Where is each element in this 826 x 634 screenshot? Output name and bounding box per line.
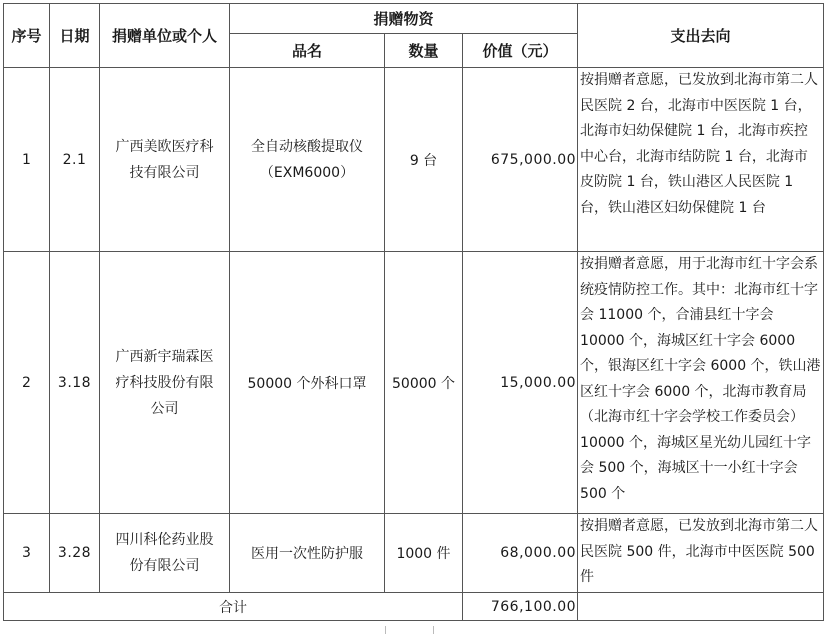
row-item-line2: （EXM6000） bbox=[259, 164, 355, 181]
header-row bbox=[4, 4, 824, 34]
row-donor-cell bbox=[100, 68, 230, 252]
row-donor: 广西美欧医疗科技有限公司 bbox=[115, 138, 214, 181]
table-row bbox=[4, 68, 824, 252]
header-date: 日期 bbox=[50, 4, 100, 68]
row-item-line1: 全自动核酸提取仪 bbox=[251, 138, 363, 155]
row-destination-cell bbox=[578, 514, 824, 593]
total-destination-empty bbox=[578, 593, 824, 621]
row-seq: 2 bbox=[4, 252, 50, 514]
total-label: 合计 bbox=[4, 593, 463, 621]
row-destination-cell bbox=[578, 68, 824, 252]
row-quantity: 9 台 bbox=[385, 68, 463, 252]
row-quantity: 1000 件 bbox=[385, 514, 463, 593]
row-item: 50000 个外科口罩 bbox=[230, 252, 385, 514]
row-date: 3.18 bbox=[50, 252, 100, 514]
row-seq: 3 bbox=[4, 514, 50, 593]
row-value: 675,000.00 bbox=[463, 68, 578, 252]
row-seq: 1 bbox=[4, 68, 50, 252]
row-donor-cell bbox=[100, 252, 230, 514]
row-date: 3.28 bbox=[50, 514, 100, 593]
row-item bbox=[230, 134, 384, 186]
table-row bbox=[4, 514, 824, 593]
header-destination: 支出去向 bbox=[578, 4, 824, 68]
total-row bbox=[4, 593, 824, 621]
row-donor-cell bbox=[100, 514, 230, 593]
total-value: 766,100.00 bbox=[463, 593, 578, 621]
row-item-cell bbox=[230, 68, 385, 252]
page-continuation-stub bbox=[385, 626, 434, 634]
header-seq: 序号 bbox=[4, 4, 50, 68]
row-donor: 广西新宇瑞霖医疗科技股份有限公司 bbox=[115, 348, 214, 417]
row-value: 15,000.00 bbox=[463, 252, 578, 514]
table-row bbox=[4, 252, 824, 514]
header-item-name: 品名 bbox=[230, 34, 385, 68]
header-materials: 捐赠物资 bbox=[230, 4, 578, 34]
row-destination: 按捐赠者意愿，用于北海市红十字会系统疫情防控工作。其中：北海市红十字会 11000 个，合浦县红十字会 10000 个，海城区红十字会 6000 个，银海区红十字会 6000 个，铁山港区红十字会 6000 个，北海市教育局（北海市红十字会学校工作委员会）10000 个，海城区星光幼儿园红十字会 500 个，海城区十一小红十字会 500 个 bbox=[580, 256, 821, 502]
row-destination: 按捐赠者意愿，已发放到北海市第二人民医院 500 件，北海市中医医院 500 件 bbox=[580, 518, 819, 585]
donation-table bbox=[3, 3, 824, 621]
row-destination: 按捐赠者意愿，已发放到北海市第二人民医院 2 台，北海市中医医院 1 台，北海市妇幼保健院 1 台，北海市疾控中心台，北海市结防院 1 台，北海市皮防院 1 台，铁山港区人民医院 1 台，铁山港区妇幼保健院 1 台 bbox=[580, 72, 819, 216]
row-item: 医用一次性防护服 bbox=[230, 514, 385, 593]
row-donor: 四川科伦药业股份有限公司 bbox=[115, 532, 214, 574]
header-donor: 捐赠单位或个人 bbox=[100, 4, 230, 68]
row-value: 68,000.00 bbox=[463, 514, 578, 593]
row-destination-cell bbox=[578, 252, 824, 514]
row-date: 2.1 bbox=[50, 68, 100, 252]
header-value: 价值（元） bbox=[463, 34, 578, 68]
header-quantity: 数量 bbox=[385, 34, 463, 68]
row-quantity: 50000 个 bbox=[385, 252, 463, 514]
